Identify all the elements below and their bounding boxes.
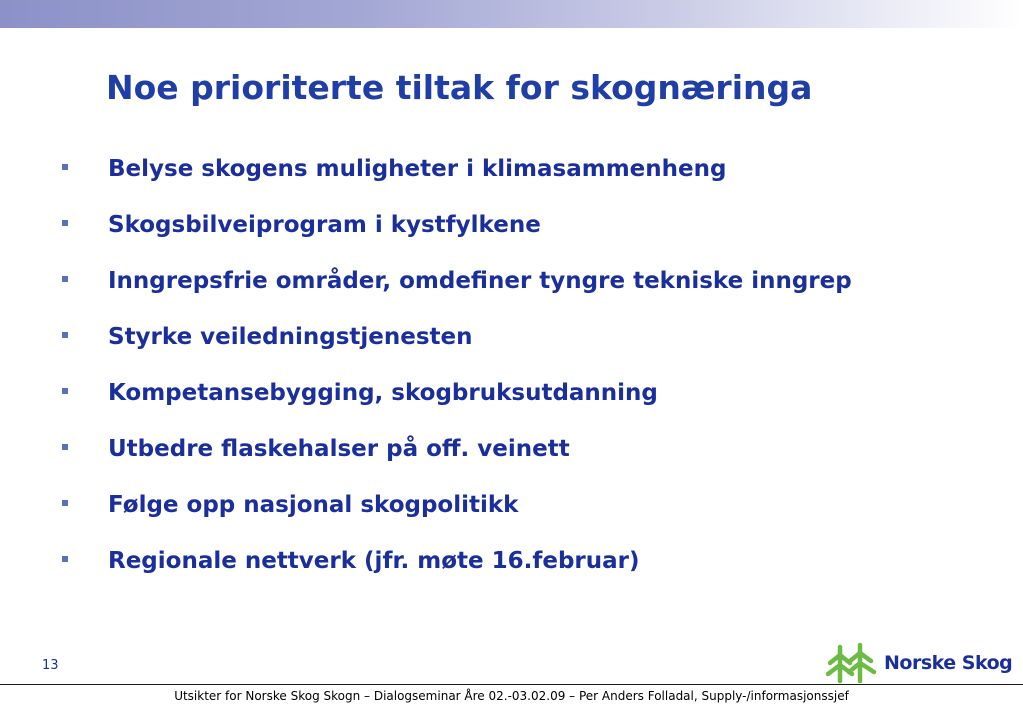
bullet-text: Inngrepsfrie områder, omdefiner tyngre tekniske inngrep: [108, 268, 852, 294]
bullet-square-icon: [62, 500, 68, 506]
bullet-square-icon: [62, 444, 68, 450]
bullet-square-icon: [62, 556, 68, 562]
slide-title: Noe prioriterte tiltak for skognæringa: [106, 68, 813, 107]
bullet-square-icon: [62, 276, 68, 282]
bullet-text: Regionale nettverk (jfr. møte 16.februar): [108, 548, 640, 574]
footer-text: Utsikter for Norske Skog Skogn – Dialogseminar Åre 02.-03.02.09 – Per Anders Folladal, Supply-/informasjonssjef: [174, 689, 849, 703]
bullet-text: Styrke veiledningstjenesten: [108, 324, 473, 350]
bullet-item: [62, 486, 962, 524]
logo-text: Norske Skog: [884, 652, 1013, 674]
bullet-item: [62, 150, 962, 188]
bullet-square-icon: [62, 332, 68, 338]
bullet-item: [62, 542, 962, 580]
bullet-item: [62, 318, 962, 356]
bullet-item: [62, 374, 962, 412]
header-gradient-band: [0, 0, 1023, 28]
page-number: 13: [42, 658, 59, 673]
bullet-square-icon: [62, 388, 68, 394]
bullet-list: [62, 150, 962, 598]
bullet-text: Kompetansebygging, skogbruksutdanning: [108, 380, 658, 406]
bullet-text: Belyse skogens muligheter i klimasammenheng: [108, 156, 727, 182]
bullet-item: [62, 262, 908, 300]
bullet-text: Følge opp nasjonal skogpolitikk: [108, 492, 519, 518]
bullet-item: [62, 206, 962, 244]
bullet-text: Utbedre flaskehalser på off. veinett: [108, 436, 570, 462]
bullet-square-icon: [62, 164, 68, 170]
bullet-square-icon: [62, 220, 68, 226]
bullet-item: [62, 430, 962, 468]
norske-skog-logo: [824, 641, 1012, 685]
footer-divider: [0, 684, 1023, 685]
bullet-text: Skogsbilveiprogram i kystfylkene: [108, 212, 541, 238]
tree-logo-icon: [824, 641, 878, 685]
